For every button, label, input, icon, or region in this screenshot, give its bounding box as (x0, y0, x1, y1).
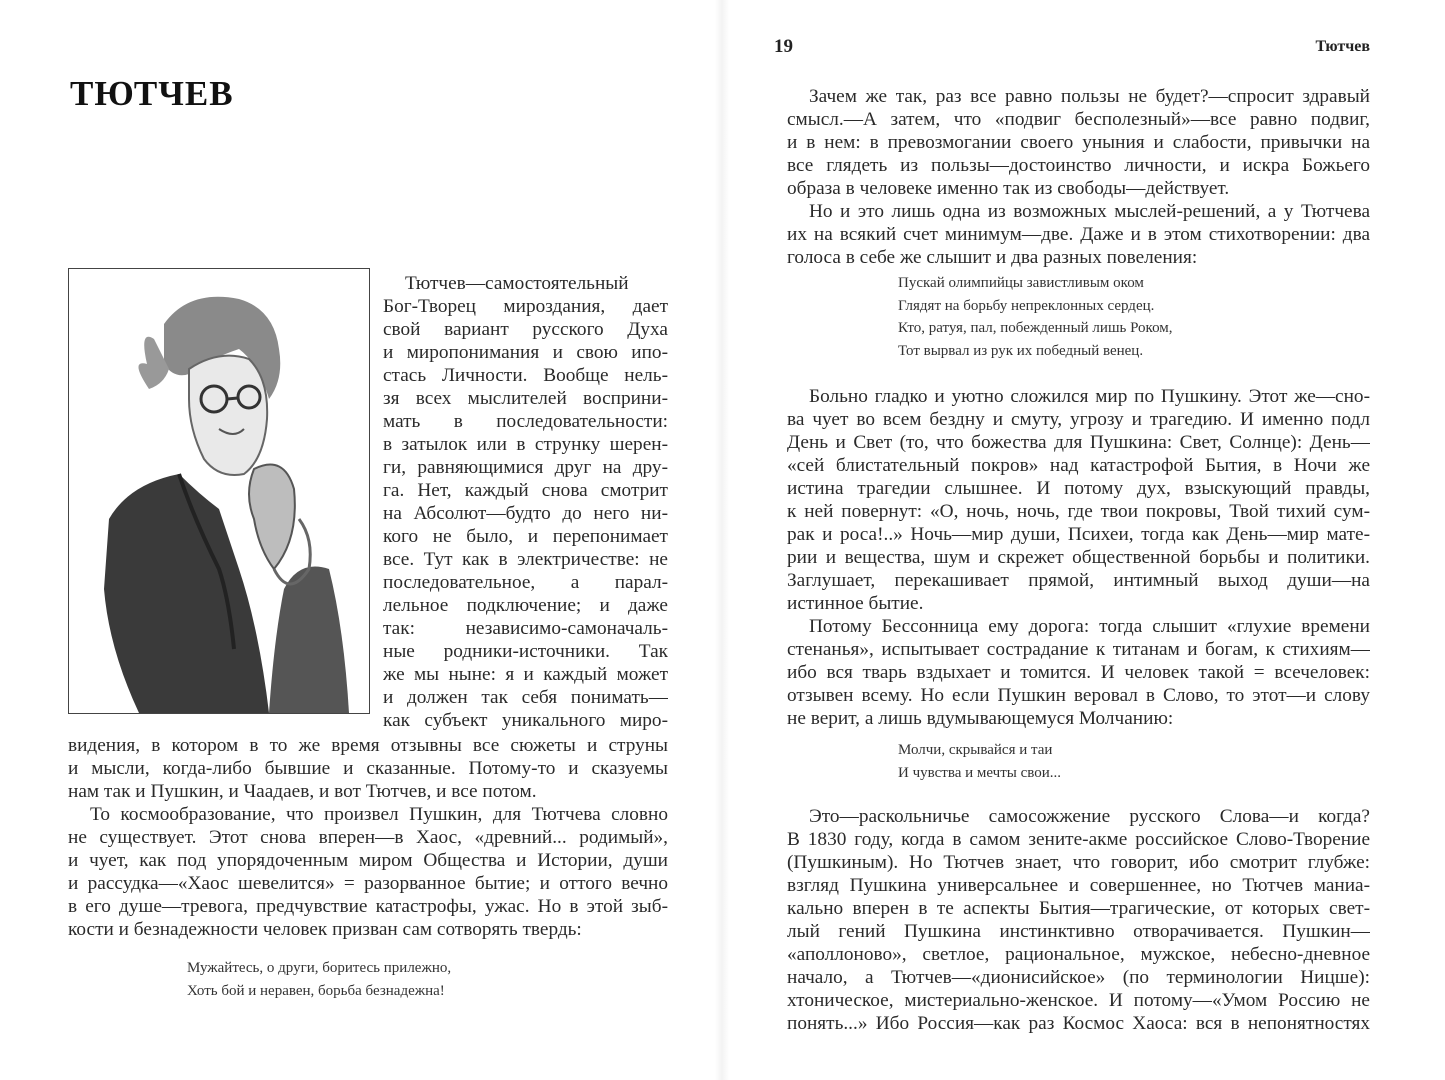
page-number: 19 (774, 36, 793, 57)
text-line: ва чует во всем бездну и смуту, угрозу и трагедию. И именно подл (787, 409, 1370, 430)
text-line: Больно гладко и уютно сложился мир по Пушкину. Этот же—сно- (809, 386, 1370, 407)
chapter-title: ТЮТЧЕВ (70, 74, 234, 113)
text-line: ибо вся тварь вздыхает и томится. И человек такой = всечеловек: (787, 662, 1370, 683)
poem-line: Молчи, скрывайся и таи (898, 742, 1053, 758)
text-line: Тютчев—самостоятельный (405, 273, 629, 294)
text-line: Это—раскольничье самосожжение русского Слова—и когда? (809, 806, 1370, 827)
text-line: смысл.—А затем, что «подвиг бесполезный»—все равно подвиг, (787, 109, 1370, 130)
text-line: отзывен всему. Но если Пушкин веровал в Слово, то этот—и слову (787, 685, 1370, 706)
tyutchev-portrait-sketch (69, 269, 369, 713)
text-line: «аполлоново», светлое, рациональное, мужское, небесно-дневное (787, 944, 1370, 965)
text-line: мать в последовательности: (383, 411, 668, 432)
paragraph (787, 615, 1370, 730)
text-line: же мы ныне: я и каждый может (383, 664, 668, 685)
paragraph (787, 385, 1370, 615)
book-gutter (715, 0, 729, 1080)
text-line: лый гений Пушкина инстинктивно отворачивается. Пушкин— (787, 921, 1370, 942)
left-page-body-text (68, 734, 668, 941)
text-line: лельное подключение; и даже (383, 595, 668, 616)
text-line: стенанья», испытывает сострадание к титанам и богам, к стихиям— (787, 639, 1370, 660)
text-line: Заглушает, перекашивает прямой, интимный выход души—на (787, 570, 1370, 591)
text-line: как субъект уникального миро- (383, 710, 668, 731)
text-line: в его душе—тревога, предчувствие катастрофы, ужас. Но в этой зыб- (68, 896, 668, 917)
poem-line: Кто, ратуя, пал, побежденный лишь Роком, (898, 320, 1173, 336)
poem-line: И чувства и мечты свои... (898, 764, 1062, 781)
text-line: в затылок или в струнку шерен- (383, 434, 668, 455)
text-column-beside-portrait (383, 272, 668, 732)
text-line: День и Свет (то, что божества для Пушкина: Свет, Солнце): День— (787, 432, 1370, 453)
text-line: взгляд Пушкина универсальнее и совершеннее, но Тютчев маниа- (787, 875, 1370, 896)
text-line: рак и роса!..» Ночь—мир души, Психеи, тогда как День—мир мате- (787, 524, 1370, 545)
text-line: их на всякий счет минимум—две. Даже и в этом стихотворении: два (787, 224, 1370, 245)
poem-line: Тот вырвал из рук их победный венец. (898, 342, 1144, 359)
text-line: и миропонимания и свою ипо- (383, 342, 668, 363)
text-line: Зачем же так, раз все равно пользы не будет?—спросит здравый (809, 86, 1370, 107)
text-line: истина трагедии слышнее. И потому дух, взыскующий правды, (787, 478, 1370, 499)
text-line: истинное бытие. (787, 593, 924, 614)
paragraph (787, 805, 1370, 1035)
text-line: и мысли, когда-либо бывшие и сказанные. Потому-то и сказуемы (68, 758, 668, 779)
poem-line: Пускай олимпийцы завистливым оком (898, 275, 1144, 291)
text-line: и чует, как под упорядоченным миром Общества и Истории, души (68, 850, 668, 871)
paragraph (68, 734, 668, 803)
right-page-text-block-3 (787, 805, 1370, 1035)
text-line: нам так и Пушкин, и Чаадаев, и вот Тютчев, и все потом. (68, 781, 537, 802)
paragraph (787, 85, 1370, 200)
text-line: Потому Бессонница ему дорога: тогда слышит «глухие времени (809, 616, 1370, 637)
text-line: на Абсолют—будто до него ни- (383, 503, 668, 524)
paragraph (68, 803, 668, 941)
poem-line: Мужайтесь, о други, боритесь прилежно, (187, 960, 452, 976)
text-line: и в нем: в превозмогании своего уныния и слабости, привычки на (787, 132, 1370, 153)
text-line: понять...» Ибо Россия—как раз Космос Хаоса: вся в непонятностях (787, 1013, 1370, 1034)
text-line: кально вперен в те аспекты Бытия—трагические, от которых свет- (787, 898, 1370, 919)
text-line: образа в человеке именно так из свободы—действует. (787, 178, 1230, 199)
text-line: «сей блистательный покров» над катастрофой Бытия, в Ночи же (787, 455, 1370, 476)
text-line: свой вариант русского Духа (383, 319, 668, 340)
right-page-text-block-2 (787, 385, 1370, 730)
text-line: к ней повернут: «О, ночь, ночь, где твои покровы, Твой тихий сум- (787, 501, 1370, 522)
text-line: не существует. Этот снова вперен—в Хаос, «древний... родимый», (68, 827, 668, 848)
text-line: и рассудка—«Хаос шевелится» = разорванное бытие; и оттого вечно (68, 873, 668, 894)
text-line: не верит, а лишь вдумывающемуся Молчанию: (787, 708, 1174, 729)
text-line: кого не было, и перепонимает (383, 526, 668, 547)
text-line: зя всех мыслителей восприни- (383, 388, 668, 409)
text-line: хтоническое, мистериально-женское. И потому—«Умом Россию не (787, 990, 1370, 1011)
text-line: ги, равняющимися друг на дру- (383, 457, 668, 478)
text-line: ные родники-источники. Так (383, 641, 668, 662)
text-line: видения, в котором в то же время отзывны все сюжеты и струны (68, 735, 668, 756)
text-line: Но и это лишь одна из возможных мыслей-решений, а у Тютчева (809, 201, 1370, 222)
text-line: кости и безнадежности человек призван сам сотворять твердь: (68, 919, 582, 940)
text-line: (Пушкиным). Но Тютчев знает, что говорит, ибо смотрит глубже: (787, 852, 1370, 873)
running-head: Тютчев (1315, 38, 1370, 55)
text-line: То космообразование, что произвел Пушкин, для Тютчева словно (90, 804, 668, 825)
text-line: последовательное, а парал- (383, 572, 668, 593)
right-page-text-block-1 (787, 85, 1370, 269)
text-line: га. Нет, каждый снова смотрит (383, 480, 668, 501)
text-line: все глядеть из пользы—достоинство личности, и искра Божьего (787, 155, 1370, 176)
text-line: рии и вещества, шум и скрежет общественной борьбы и политики. (787, 547, 1370, 568)
text-line: все. Тут как в электричестве: не (383, 549, 668, 570)
poem-quote-right-2 (898, 739, 1061, 784)
text-line: В 1830 году, когда в самом зените-акме российское Слово-Творение (787, 829, 1370, 850)
text-line: начало, а Тютчев—«дионисийское» (по терминологии Ницше): (787, 967, 1370, 988)
poem-quote-right-1 (898, 272, 1173, 362)
paragraph (787, 200, 1370, 269)
text-line: Бог-Творец мироздания, дает (383, 296, 668, 317)
poem-quote-left (187, 957, 451, 1002)
portrait-illustration (68, 268, 370, 714)
text-line: стась Личности. Вообще нель- (383, 365, 668, 386)
poem-line: Хоть бой и неравен, борьба безнадежна! (187, 982, 445, 999)
text-line: и должен так себя понимать— (383, 687, 668, 708)
poem-line: Глядят на борьбу непреклонных сердец. (898, 297, 1155, 314)
paragraph (383, 272, 668, 732)
text-line: голоса в себе же слышит и два разных повеления: (787, 247, 1198, 268)
text-line: так: независимо-самоначаль- (383, 618, 668, 639)
